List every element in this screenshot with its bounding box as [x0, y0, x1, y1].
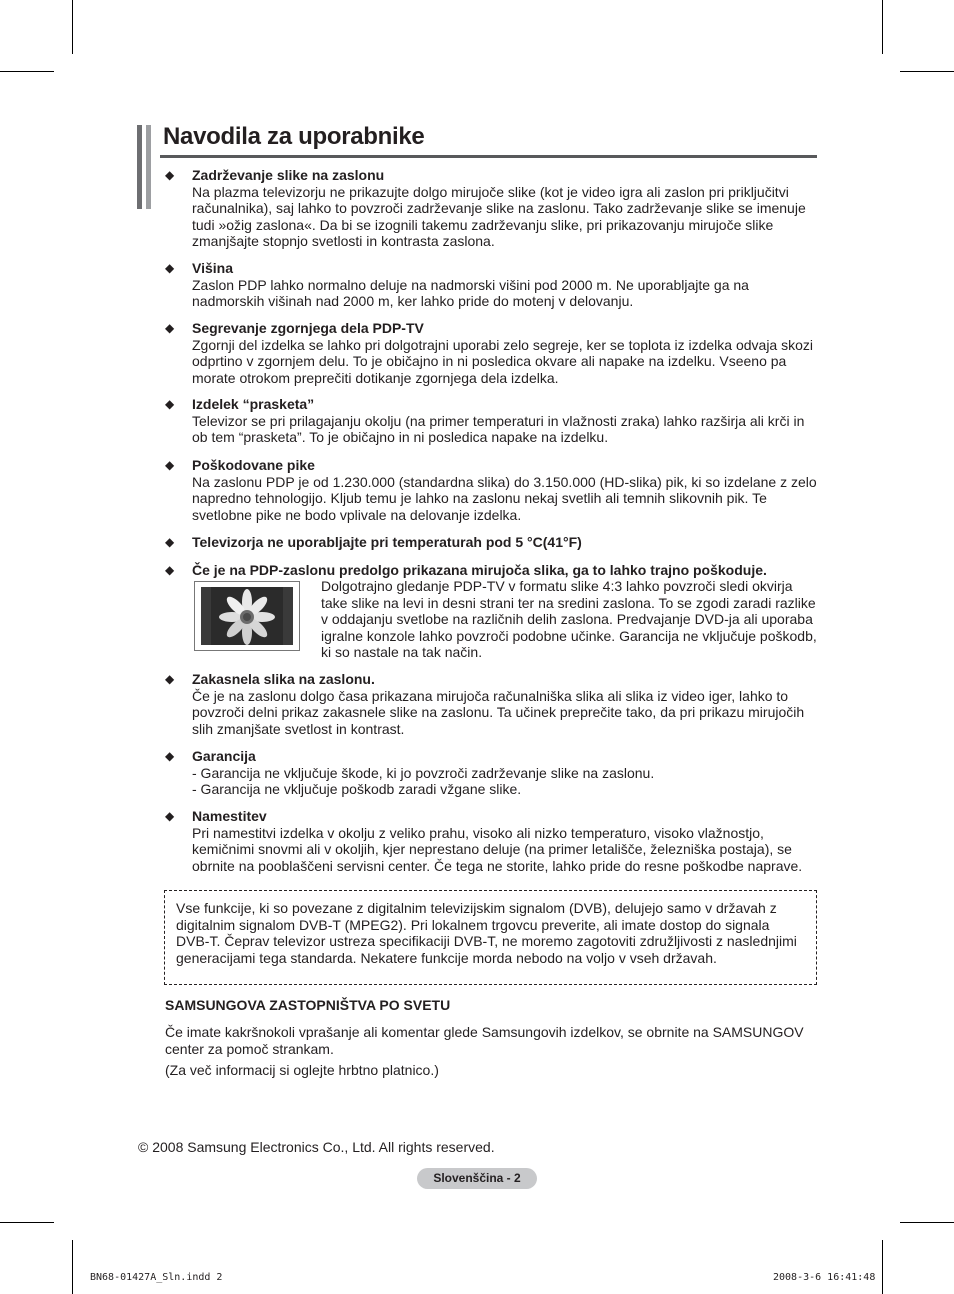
list-item — [165, 260, 817, 310]
item-heading: Zakasnela slika na zaslonu. — [192, 671, 375, 687]
crop-mark — [882, 0, 883, 54]
diamond-bullet-icon: ◆ — [165, 563, 175, 577]
item-heading: Segrevanje zgornjega dela PDP-TV — [192, 320, 424, 336]
copyright: © 2008 Samsung Electronics Co., Ltd. All rights reserved. — [138, 1139, 495, 1155]
page-title: Navodila za uporabnike — [163, 123, 425, 150]
section-heading: SAMSUNGOVA ZASTOPNIŠTVA PO SVETU — [165, 997, 451, 1013]
diamond-bullet-icon: ◆ — [165, 321, 175, 335]
item-heading: Izdelek “prasketa” — [192, 396, 315, 412]
diamond-bullet-icon: ◆ — [165, 397, 175, 411]
flower-icon — [201, 587, 293, 645]
item-body-line: - Garancija ne vključuje škode, ki jo povzroči zadrževanje slike na zaslonu. — [192, 764, 655, 781]
title-decoration-bar — [137, 125, 142, 209]
item-body: Če je na zaslonu dolgo časa prikazana mirujoča računalniška slika ali slika iz video iger, lahko to povzroči delni prikaz zakasnele slike na zaslonu. Ta učinek preprečite tako, da pri prikazu mirujočih slih zmanjšate svetlost in kontrast. — [192, 687, 805, 737]
item-body: Pri namestitvi izdelka v okolju z veliko prahu, visoko ali nizko temperaturo, visoko vlažnostjo, kemičnimi snovmi ali v okoljih, kjer neprestano deluje (na primer letališče, železniška postaja), se obrnite na pooblaščeni servisni center. Če tega ne storite, lahko pride do resne poškodbe naprave. — [192, 824, 803, 874]
item-heading: Če je na PDP-zaslonu predolgo prikazana mirujoča slika, ga to lahko trajno poškoduje. — [192, 562, 767, 578]
diamond-bullet-icon: ◆ — [165, 261, 175, 275]
section-paragraph: Če imate kakršnokoli vprašanje ali komentar glede Samsungovih izdelkov, se obrnite na SAMSUNGOV center za pomoč strankam. — [165, 1024, 804, 1057]
title-rule — [160, 155, 817, 158]
list-item — [165, 457, 817, 523]
crop-mark — [900, 71, 954, 72]
list-item — [165, 671, 817, 737]
item-heading: Garancija — [192, 748, 256, 764]
item-body: Na plazma televizorju ne prikazujte dolgo mirujoče slike (kot je video igra ali zaslon pri priključitvi računalnika), saj lahko to povzroči zadrževanje slike na zaslonu. Tako zadrževanje slike se imenuje tudi »ožig zaslona«. Da bi se izognili takemu zadrževanju slike, pri prikazovanju mirujoče slike zmanjšajte stopnjo svetlosti in kontrasta zaslona. — [192, 183, 806, 249]
list-item — [165, 562, 817, 579]
crop-mark — [0, 1222, 54, 1223]
print-slug-file: BN68-01427A_Sln.indd 2 — [90, 1272, 223, 1283]
item-body: Dolgotrajno gledanje PDP-TV v formatu slike 4:3 lahko povzroči sledi okvirja take slike na levi in desni strani ter na sredini zaslona. To se zgodi zaradi razlike v oddajanju svetlobe na različnih delih zaslona. Predvajanje DVD-ja ali uporaba igralne konzole lahko povzroči podobne učinke. Garancija ne vključuje poškodb, ki so nastale na tak način. — [321, 578, 817, 660]
crop-mark — [900, 1222, 954, 1223]
diamond-bullet-icon: ◆ — [165, 168, 175, 182]
item-body-line: - Garancija ne vključuje poškodb zaradi vžgane slike. — [192, 781, 522, 797]
title-decoration-bar — [146, 125, 151, 209]
item-body: Zaslon PDP lahko normalno deluje na nadmorski višini pod 2000 m. Ne uporabljajte ga na nadmorskih višinah nad 2000 m, ker lahko pride do motenj v delovanju. — [192, 276, 749, 309]
crop-mark — [882, 1240, 883, 1294]
item-heading: Poškodovane pike — [192, 457, 315, 473]
section-note: (Za več informacij si oglejte hrbtno platnico.) — [165, 1062, 439, 1078]
crop-mark — [72, 1240, 73, 1294]
item-body: Zgornji del izdelka se lahko pri dolgotrajni uporabi zelo segreje, ker se toplota iz izdelka odvaja skozi odprtino v zgornjem delu. To je običajno in ni posledica okvare ali napake na izdelku. Vseeno pa morate otrokom preprečiti dotikanje zgornjega dela izdelka. — [192, 336, 814, 386]
diamond-bullet-icon: ◆ — [165, 458, 175, 472]
item-heading: Zadrževanje slike na zaslonu — [192, 167, 385, 183]
list-item — [165, 320, 817, 386]
item-body: Televizor se pri prilagajanju okolju (na primer temperaturi in vlažnosti zraka) lahko razširja ali krči in ob tem “prasketa”. To je običajno in ni posledica napake na izdelku. — [192, 412, 805, 445]
list-item — [165, 167, 817, 250]
list-item — [165, 808, 817, 874]
list-item — [165, 748, 817, 798]
diamond-bullet-icon: ◆ — [165, 672, 175, 686]
list-item — [165, 534, 817, 551]
print-slug-datetime: 2008-3-6 16:41:48 — [773, 1272, 876, 1283]
crop-mark — [0, 71, 54, 72]
diamond-bullet-icon: ◆ — [165, 749, 175, 763]
dvb-notice-box: Vse funkcije, ki so povezane z digitalnim televizijskim signalom (DVB), delujejo samo v državah z digitalnim signalom DVB-T (MPEG2). Pri lokalnem trgovcu preverite, ali imate dostop do signala DVB-T. Čeprav televizor ustreza specifikaciji DVB-T, ne moremo zagotoviti združljivosti z naslednjimi generacijami tega standarda. Nekatere funkcije morda nebodo na voljo v vseh državah. — [164, 890, 817, 985]
item-heading: Televizorja ne uporabljajte pri temperaturah pod 5 °C(41°F) — [192, 534, 582, 550]
item-heading: Namestitev — [192, 808, 267, 824]
crop-mark — [72, 0, 73, 54]
page-number-badge: Slovenščina - 2 — [417, 1168, 537, 1189]
item-body: Na zaslonu PDP je od 1.230.000 (standardna slika) do 3.150.000 (HD-slika) pik, ki so izdelane z zelo napredno tehnologijo. Kljub temu je lahko na zaslonu nekaj svetlih ali temnih slikovnih pik. Te svetlobne pike ne bodo vplivale na delovanje izdelka. — [192, 473, 817, 523]
item-heading: Višina — [192, 260, 233, 276]
diamond-bullet-icon: ◆ — [165, 809, 175, 823]
screen-illustration — [194, 581, 300, 651]
diamond-bullet-icon: ◆ — [165, 535, 175, 549]
tv-screen-image — [201, 587, 293, 645]
list-item — [165, 396, 817, 446]
